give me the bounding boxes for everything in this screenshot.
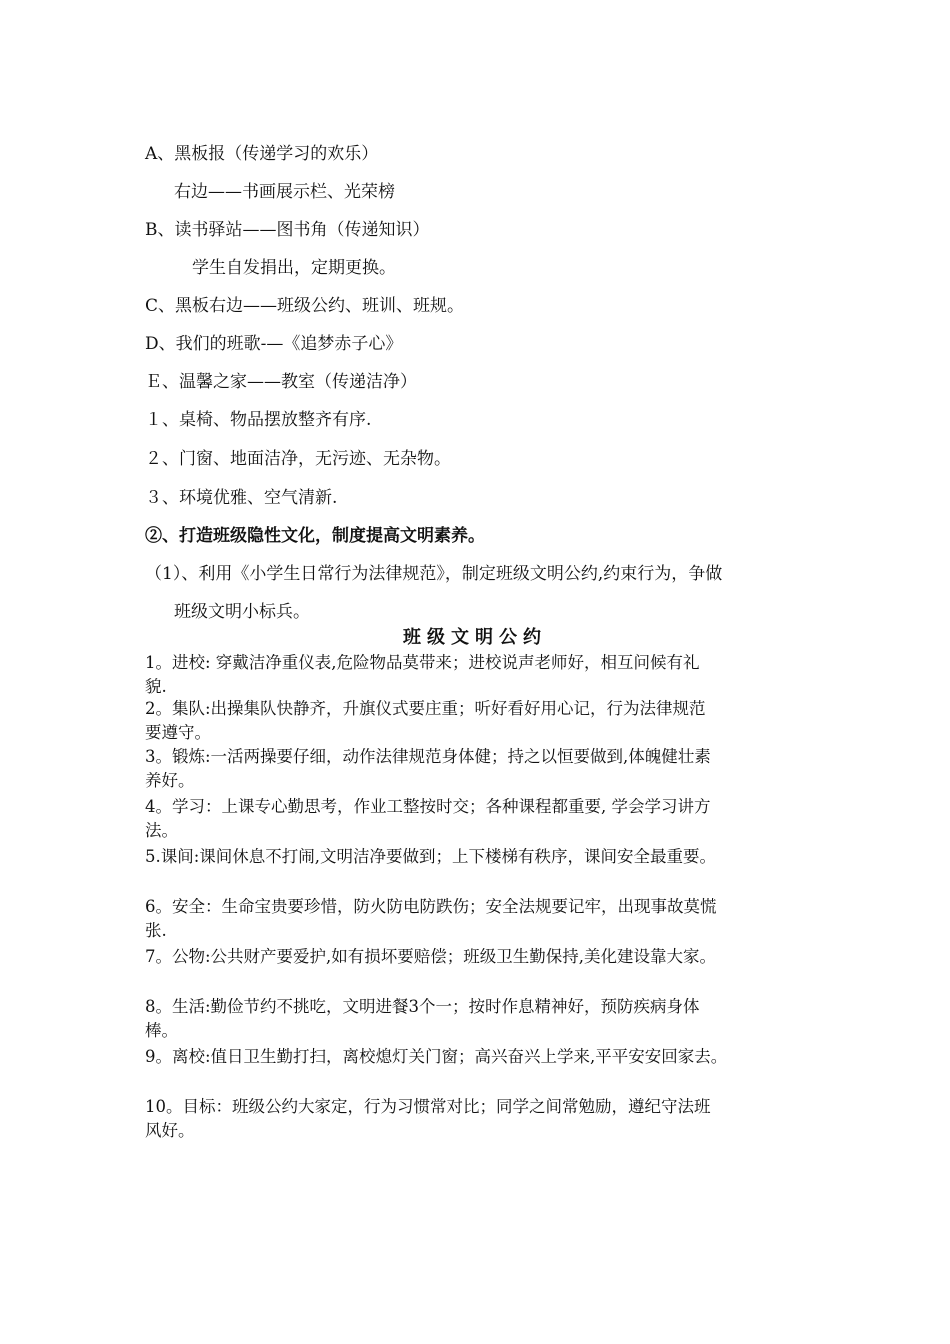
pact-rule-line-2 — [145, 869, 825, 893]
section-a-sub: 右边——书画展示栏、光荣榜 — [174, 182, 395, 202]
pact-rule-line-1: 8。生活:勤俭节约不挑吃，文明进餐3个一；按时作息精神好，预防疾病身体 — [145, 997, 700, 1016]
pact-rule-line-2 — [145, 969, 825, 993]
paragraph-1-line-2: 班级文明小标兵。 — [174, 602, 310, 622]
pact-rule-line-2: 张. — [145, 921, 167, 940]
pact-rule-line-2: 棒。 — [145, 1021, 178, 1040]
pact-rule-line-2: 要遵守。 — [145, 723, 211, 742]
pact-rule-line-2 — [145, 1069, 825, 1093]
heading-2: ②、打造班级隐性文化，制度提高文明素养。 — [145, 526, 485, 546]
pact-rule-line-1: 10。目标：班级公约大家定，行为习惯常对比；同学之间常勉励，遵纪守法班 — [145, 1097, 711, 1116]
pact-rule-6 — [145, 895, 825, 943]
pact-rule-line-1: 5.课间:课间休息不打闹,文明洁净要做到；上下楼梯有秩序，课间安全最重要。 — [145, 847, 717, 866]
pact-rule-line-1: 9。离校:值日卫生勤打扫，离校熄灯关门窗；高兴奋兴上学来,平平安安回家去。 — [145, 1047, 728, 1066]
pact-rule-3 — [145, 745, 825, 793]
pact-rule-7 — [145, 945, 825, 993]
pact-rule-10 — [145, 1095, 825, 1143]
section-e: Ｅ、温馨之家——教室（传递洁净） — [145, 372, 417, 392]
pact-rule-line-1: 3。锻炼:一活两操要仔细，动作法律规范身体健；持之以恒要做到,体魄健壮素 — [145, 747, 711, 766]
section-c: C、黑板右边——班级公约、班训、班规。 — [145, 296, 465, 316]
pact-rule-1 — [145, 651, 825, 699]
pact-rule-line-1: 6。安全：生命宝贵要珍惜，防火防电防跌伤；安全法规要记牢，出现事故莫慌 — [145, 897, 717, 916]
pact-rule-5 — [145, 845, 825, 893]
section-e-item-1: １、桌椅、物品摆放整齐有序. — [145, 410, 372, 430]
pact-title: 班级文明公约 — [403, 627, 547, 648]
section-b-sub: 学生自发捐出，定期更换。 — [192, 258, 396, 278]
pact-rule-line-2: 法。 — [145, 821, 178, 840]
pact-rule-line-2: 风好。 — [145, 1121, 195, 1140]
section-e-item-3: ３、环境优雅、空气清新. — [145, 488, 338, 508]
paragraph-1-line-1: （1）、利用《小学生日常行为法律规范》，制定班级文明公约,约束行为，争做 — [145, 564, 723, 584]
pact-rule-line-1: 4。学习：上课专心勤思考，作业工整按时交；各种课程都重要, 学会学习讲方 — [145, 797, 711, 816]
section-e-item-2: ２、门窗、地面洁净，无污迹、无杂物。 — [145, 449, 451, 469]
pact-rule-8 — [145, 995, 825, 1043]
pact-rule-line-1: 7。公物:公共财产要爱护,如有损坏要赔偿；班级卫生勤保持,美化建设靠大家。 — [145, 947, 717, 966]
pact-rule-9 — [145, 1045, 825, 1093]
section-b: B、读书驿站——图书角（传递知识） — [145, 220, 430, 240]
pact-rule-line-1: 2。集队:出操集队快静齐，升旗仪式要庄重；听好看好用心记，行为法律规范 — [145, 699, 706, 718]
pact-rule-line-1: 1。进校: 穿戴洁净重仪表,危险物品莫带来；进校说声老师好，相互问候有礼 — [145, 653, 700, 672]
pact-rule-2 — [145, 697, 825, 745]
section-a: A、黑板报（传递学习的欢乐） — [145, 144, 379, 164]
section-d: D、我们的班歌-—《追梦赤子心》 — [145, 334, 403, 354]
pact-rule-line-2: 貌. — [145, 677, 167, 696]
pact-rule-line-2: 养好。 — [145, 771, 195, 790]
pact-rule-4 — [145, 795, 825, 843]
